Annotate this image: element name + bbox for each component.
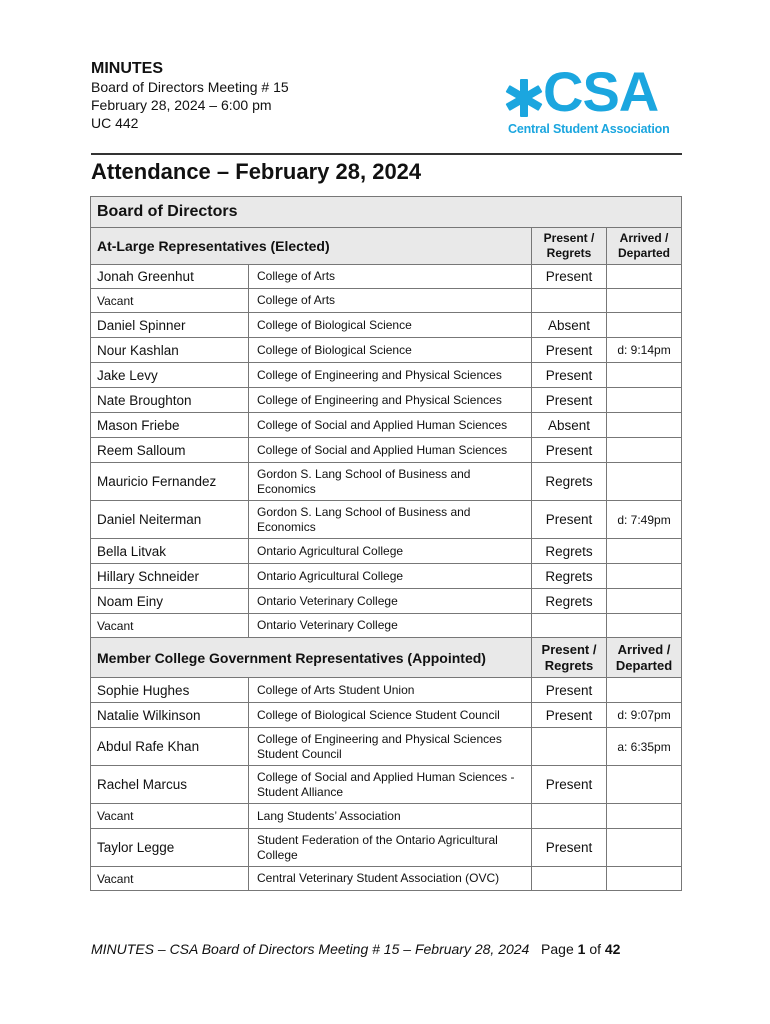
member-name: Abdul Rafe Khan <box>91 728 249 766</box>
attendance-status: Present <box>532 388 607 413</box>
meeting-name: Board of Directors Meeting # 15 <box>91 79 289 95</box>
attendance-status: Present <box>532 678 607 703</box>
member-college: College of Biological Science <box>249 338 532 363</box>
minutes-header <box>91 60 289 132</box>
meeting-room: UC 442 <box>91 115 139 131</box>
attendance-status: Present <box>532 338 607 363</box>
board-title: Board of Directors <box>91 197 682 228</box>
member-college: Ontario Agricultural College <box>249 539 532 564</box>
member-college: Ontario Veterinary College <box>249 614 532 638</box>
arrived-departed: d: 7:49pm <box>607 501 682 539</box>
member-name: Mauricio Fernandez <box>91 463 249 501</box>
arrived-departed: d: 9:07pm <box>607 703 682 728</box>
table-row <box>91 589 682 614</box>
at-large-header-row <box>91 228 682 265</box>
member-college: Ontario Veterinary College <box>249 589 532 614</box>
member-name: Sophie Hughes <box>91 678 249 703</box>
arrived-departed <box>607 289 682 313</box>
member-name: Taylor Legge <box>91 829 249 867</box>
table-row <box>91 829 682 867</box>
attendance-status <box>532 614 607 638</box>
arrived-departed <box>607 678 682 703</box>
arrived-departed <box>607 614 682 638</box>
member-name: Nate Broughton <box>91 388 249 413</box>
arrived-departed <box>607 804 682 829</box>
table-row <box>91 867 682 891</box>
table-row <box>91 564 682 589</box>
member-college: College of Biological Science Student Council <box>249 703 532 728</box>
arrived-departed <box>607 766 682 804</box>
table-row <box>91 313 682 338</box>
member-college: Lang Students’ Association <box>249 804 532 829</box>
member-name: Mason Friebe <box>91 413 249 438</box>
member-name: Vacant <box>91 614 249 638</box>
table-row <box>91 501 682 539</box>
attendance-status: Present <box>532 363 607 388</box>
attendance-status: Present <box>532 703 607 728</box>
member-college: College of Arts <box>249 265 532 289</box>
page-number: 1 <box>577 941 586 957</box>
member-college: College of Engineering and Physical Sciences <box>249 388 532 413</box>
member-college: College of Social and Applied Human Sciences <box>249 438 532 463</box>
attendance-status: Present <box>532 766 607 804</box>
member-college: College of Engineering and Physical Sciences <box>249 363 532 388</box>
member-name: Vacant <box>91 867 249 891</box>
table-row <box>91 678 682 703</box>
of-label: of <box>589 941 601 957</box>
present-regrets-header: Present / Regrets <box>532 228 607 265</box>
present-regrets-header: Present / Regrets <box>532 638 607 678</box>
member-college: Student Federation of the Ontario Agricultural College <box>249 829 532 867</box>
member-college: Ontario Agricultural College <box>249 564 532 589</box>
table-row <box>91 804 682 829</box>
member-college: College of Biological Science <box>249 313 532 338</box>
member-college: College of Social and Applied Human Sciences -Student Alliance <box>249 766 532 804</box>
arrived-departed <box>607 265 682 289</box>
at-large-title: At-Large Representatives (Elected) <box>91 228 532 265</box>
member-college: College of Social and Applied Human Sciences <box>249 413 532 438</box>
member-college: College of Arts Student Union <box>249 678 532 703</box>
attendance-status <box>532 804 607 829</box>
table-row <box>91 265 682 289</box>
member-name: Daniel Neiterman <box>91 501 249 539</box>
attendance-status: Present <box>532 829 607 867</box>
table-row <box>91 363 682 388</box>
table-row <box>91 388 682 413</box>
csa-logo <box>505 60 675 140</box>
csa-logo-subtitle: Central Student Association <box>508 122 670 136</box>
page-label: Page <box>541 941 574 957</box>
table-row <box>91 413 682 438</box>
csa-logo-text: CSA <box>543 60 659 123</box>
member-name: Hillary Schneider <box>91 564 249 589</box>
member-name: Jonah Greenhut <box>91 265 249 289</box>
table-row <box>91 338 682 363</box>
attendance-status: Regrets <box>532 564 607 589</box>
table-row <box>91 728 682 766</box>
arrived-departed <box>607 564 682 589</box>
page-total: 42 <box>604 941 621 957</box>
member-college: College of Arts <box>249 289 532 313</box>
minutes-title: MINUTES <box>91 60 163 77</box>
arrived-departed <box>607 539 682 564</box>
asterisk-icon <box>505 76 543 120</box>
arrived-departed <box>607 413 682 438</box>
footer-text: MINUTES – CSA Board of Directors Meeting # 15 – February 28, 2024 <box>91 941 530 957</box>
member-college: College of Engineering and Physical Sciences Student Council <box>249 728 532 766</box>
meeting-datetime: February 28, 2024 – 6:00 pm <box>91 97 272 113</box>
member-name: Jake Levy <box>91 363 249 388</box>
member-name: Reem Salloum <box>91 438 249 463</box>
table-row <box>91 289 682 313</box>
attendance-table <box>90 196 682 891</box>
arrived-departed <box>607 388 682 413</box>
attendance-status: Present <box>532 438 607 463</box>
attendance-status: Absent <box>532 413 607 438</box>
attendance-status: Present <box>532 501 607 539</box>
member-college: Gordon S. Lang School of Business and Economics <box>249 501 532 539</box>
table-row <box>91 463 682 501</box>
header-divider <box>91 153 682 155</box>
arrived-departed-header: Arrived / Departed <box>607 638 682 678</box>
member-name: Nour Kashlan <box>91 338 249 363</box>
table-row <box>91 539 682 564</box>
table-row <box>91 614 682 638</box>
arrived-departed: a: 6:35pm <box>607 728 682 766</box>
member-name: Bella Litvak <box>91 539 249 564</box>
attendance-title: Attendance – February 28, 2024 <box>91 159 422 184</box>
table-row <box>91 438 682 463</box>
arrived-departed <box>607 867 682 891</box>
member-college: Gordon S. Lang School of Business and Economics <box>249 463 532 501</box>
attendance-status <box>532 867 607 891</box>
attendance-status: Regrets <box>532 539 607 564</box>
arrived-departed <box>607 829 682 867</box>
member-college: Central Veterinary Student Association (OVC) <box>249 867 532 891</box>
member-name: Natalie Wilkinson <box>91 703 249 728</box>
member-college-title: Member College Government Representatives (Appointed) <box>91 638 532 678</box>
table-row <box>91 766 682 804</box>
arrived-departed-header: Arrived / Departed <box>607 228 682 265</box>
board-title-row <box>91 197 682 228</box>
attendance-status: Present <box>532 265 607 289</box>
member-name: Vacant <box>91 804 249 829</box>
arrived-departed <box>607 313 682 338</box>
arrived-departed <box>607 463 682 501</box>
attendance-status: Absent <box>532 313 607 338</box>
arrived-departed: d: 9:14pm <box>607 338 682 363</box>
member-name: Rachel Marcus <box>91 766 249 804</box>
member-name: Noam Einy <box>91 589 249 614</box>
member-name: Vacant <box>91 289 249 313</box>
attendance-status <box>532 728 607 766</box>
attendance-status: Regrets <box>532 463 607 501</box>
member-name: Daniel Spinner <box>91 313 249 338</box>
arrived-departed <box>607 589 682 614</box>
table-row <box>91 703 682 728</box>
arrived-departed <box>607 363 682 388</box>
attendance-status <box>532 289 607 313</box>
attendance-status: Regrets <box>532 589 607 614</box>
arrived-departed <box>607 438 682 463</box>
member-college-header-row <box>91 638 682 678</box>
page-footer <box>91 941 620 957</box>
